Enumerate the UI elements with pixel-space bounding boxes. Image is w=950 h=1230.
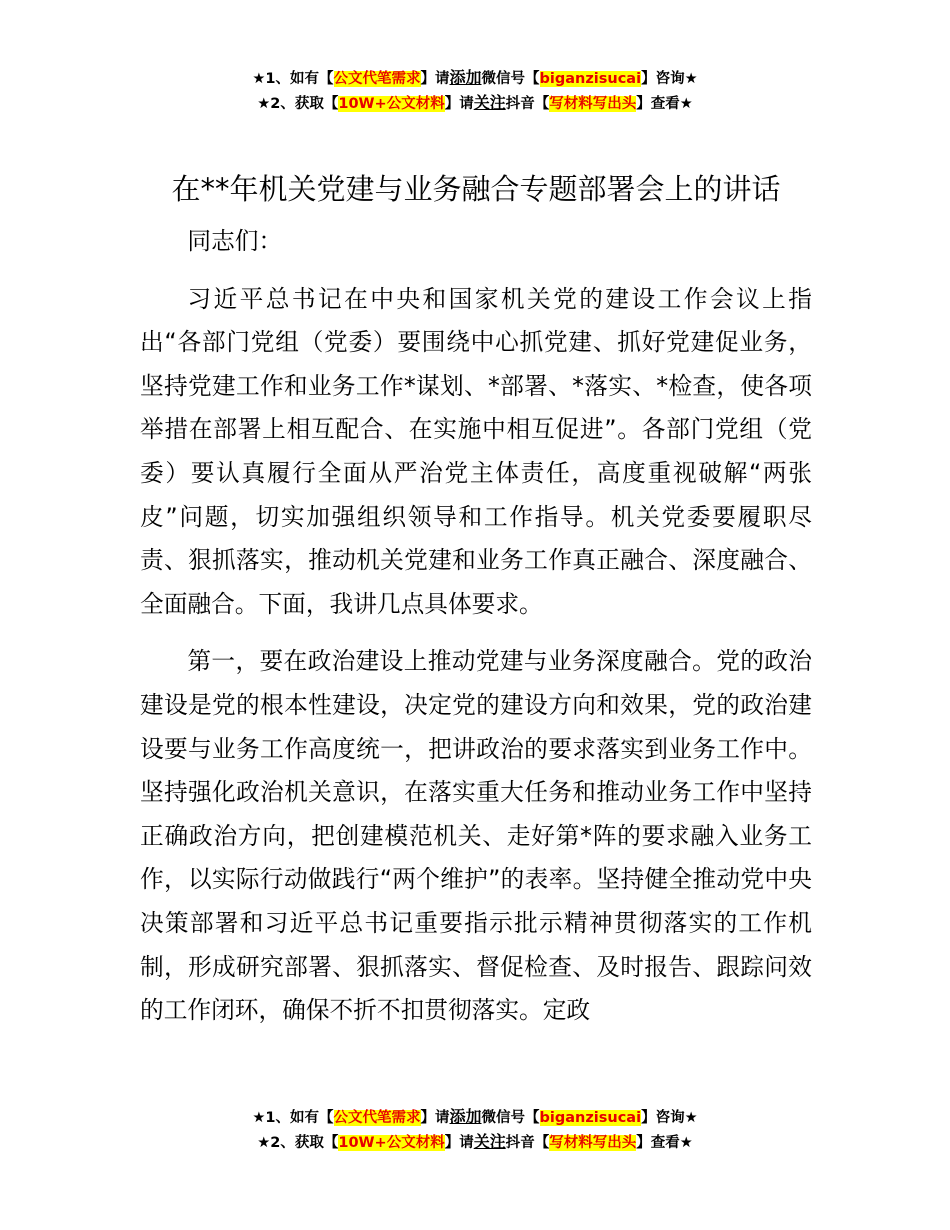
promo-text: ★1、如有【 bbox=[252, 71, 334, 87]
promo-text: 抖音【 bbox=[505, 1135, 550, 1151]
promo-highlight: 公文代笔需求 bbox=[333, 71, 421, 87]
promo-highlight: 写材料写出头 bbox=[549, 96, 637, 112]
promo-text: ★2、获取【 bbox=[257, 1135, 339, 1151]
promo-line-1 bbox=[0, 1105, 950, 1130]
promo-text: 】查看★ bbox=[636, 1135, 693, 1151]
document-body bbox=[140, 168, 812, 1033]
promo-highlight: 10W+公文材料 bbox=[338, 96, 445, 112]
promo-text: 微信号【 bbox=[481, 71, 540, 87]
salutation: 同志们： bbox=[187, 227, 283, 255]
promo-text: 抖音【 bbox=[505, 96, 550, 112]
promo-line-1 bbox=[0, 66, 950, 91]
promo-highlight: biganzisucai bbox=[539, 71, 642, 87]
promo-text: ★2、获取【 bbox=[257, 96, 339, 112]
promo-text: 】请 bbox=[420, 71, 450, 87]
promo-underlined: 添加 bbox=[449, 68, 482, 87]
promo-text: 】查看★ bbox=[636, 96, 693, 112]
promo-text: 】请 bbox=[420, 1110, 450, 1126]
promo-line-2 bbox=[0, 1130, 950, 1155]
promo-line-2 bbox=[0, 91, 950, 116]
promo-banner-bottom bbox=[0, 1105, 950, 1155]
promo-text: 】请 bbox=[444, 1135, 474, 1151]
promo-highlight: 10W+公文材料 bbox=[338, 1135, 445, 1151]
document-title: 在**年机关党建与业务融合专题部署会上的讲话 bbox=[171, 172, 781, 206]
promo-text: 】请 bbox=[444, 96, 474, 112]
promo-underlined: 添加 bbox=[449, 1107, 482, 1126]
promo-underlined: 关注 bbox=[473, 93, 506, 112]
promo-banner-top bbox=[0, 66, 950, 116]
promo-text: 微信号【 bbox=[481, 1110, 540, 1126]
promo-text: 】咨询★ bbox=[641, 71, 698, 87]
promo-underlined: 关注 bbox=[473, 1132, 506, 1151]
promo-highlight: biganzisucai bbox=[539, 1110, 642, 1126]
promo-highlight: 公文代笔需求 bbox=[333, 1110, 421, 1126]
promo-text: ★1、如有【 bbox=[252, 1110, 334, 1126]
promo-highlight: 写材料写出头 bbox=[549, 1135, 637, 1151]
paragraph-intro: 习近平总书记在中央和国家机关党的建设工作会议上指出“各部门党组（党委）要围绕中心抓党建、抓好党建促业务，坚持党建工作和业务工作*谋划、*部署、*落实、*检查，使各项举措在部署上相互配合、在实施中相互促进”。各部门党组（党委）要认真履行全面从严治党主体责任，高度重视破解“两张皮”问题，切实加强组织领导和工作指导。机关党委要履职尽责、狠抓落实，推动机关党建和业务工作真正融合、深度融合、全面融合。下面，我讲几点具体要求。 bbox=[140, 284, 812, 618]
promo-text: 】咨询★ bbox=[641, 1110, 698, 1126]
paragraph-first-point: 第一，要在政治建设上推动党建与业务深度融合。党的政治建设是党的根本性建设，决定党的建设方向和效果，党的政治建设要与业务工作高度统一，把讲政治的要求落实到业务工作中。坚持强化政治机关意识，在落实重大任务和推动业务工作中坚持正确政治方向，把创建模范机关、走好第*阵的要求融入业务工作，以实际行动做践行“两个维护”的表率。坚持健全推动党中央决策部署和习近平总书记重要指示批示精神贯彻落实的工作机制，形成研究部署、狠抓落实、督促检查、及时报告、跟踪问效的工作闭环，确保不折不扣贯彻落实。定政 bbox=[140, 647, 812, 1025]
